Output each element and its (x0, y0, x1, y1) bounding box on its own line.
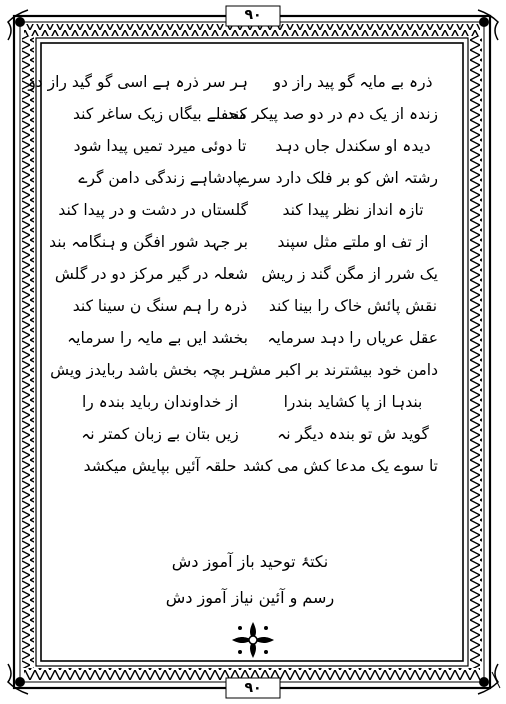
couplet (28, 66, 438, 98)
page-number-top: ۹۰ (244, 7, 262, 23)
first-hemistich: بندہا از پا کشاید بندرا (283, 393, 423, 411)
couplet (58, 194, 438, 226)
first-hemistich: عقل عریاں را دہد سرمایہ (267, 329, 438, 347)
second-hemistich: تا دوئی میرد تمیں پیدا شود (73, 137, 247, 155)
couplet (72, 162, 438, 194)
couplet (72, 386, 438, 418)
page-number-bottom: ۹۰ (244, 680, 262, 696)
first-hemistich: زندہ از یک دم در دو صد پیکر کند (226, 105, 438, 123)
couplet (72, 98, 438, 130)
first-hemistich: رشتہ اش کو بر فلک دارد سرے (240, 169, 438, 187)
first-hemistich: تازہ انداز نظر پیدا کند (282, 201, 424, 219)
first-hemistich: از تف او ملتے مثل سپند (277, 233, 429, 251)
second-hemistich: ذرہ را ہم سنگ ن سینا کند (72, 297, 248, 315)
first-hemistich: دامن خود بیشترند بر اکبر مش (243, 361, 438, 379)
second-hemistich: بر جہد شور افگن و ہنگامہ بند (49, 233, 248, 251)
second-hemistich: ہر سر ذرہ ہے اسی گو گید راز دو (28, 73, 248, 91)
first-hemistich: نقش پائش خاک را بینا کند (268, 297, 438, 315)
second-hemistich: پادشاہے زندگی دامن گرے (78, 169, 242, 187)
floral-ornament-icon (228, 618, 278, 662)
couplet (49, 226, 438, 258)
first-hemistich: یک شرر از مگن گند ز ریش (261, 265, 438, 283)
second-hemistich: حلقہ آئیں بپایش میکشد (83, 457, 237, 475)
second-hemistich: محفلے بیگاں زیک ساغر کند (73, 105, 247, 123)
couplet (54, 258, 438, 290)
closing-line: رسم و آئین نیاز آموز دش (165, 588, 335, 607)
second-hemistich: شعلہ در گیر مرکز دو در گلش (54, 265, 248, 283)
couplet (72, 418, 438, 450)
first-hemistich: دیدہ او سکندل جاں دہد (275, 137, 431, 155)
verse-block (28, 66, 438, 482)
couplet (72, 130, 438, 162)
closing-line: نکتۂ توحید باز آموز دش (171, 552, 329, 571)
second-hemistich: ہر بچہ بخش باشد ربایدز ویش (50, 361, 248, 379)
couplet (72, 450, 438, 482)
second-hemistich: بخشد ایں بے مایہ را سرمایہ (67, 329, 248, 347)
first-hemistich: ذرہ بے مایہ گو پید راز دو (273, 73, 433, 91)
couplet (67, 322, 438, 354)
second-hemistich: از خداوندان رباید بندہ را (81, 393, 239, 411)
first-hemistich: تا سوے یک مدعا کش می کشد (243, 457, 438, 475)
couplet (50, 354, 438, 386)
first-hemistich: گوید ش تو بندہ دیگر نہ (277, 425, 429, 443)
second-hemistich: گلستاں در دشت و در پیدا کند (58, 201, 248, 219)
second-hemistich: زیں بتان بے زبان کمتر نہ (81, 425, 239, 443)
couplet (72, 290, 438, 322)
